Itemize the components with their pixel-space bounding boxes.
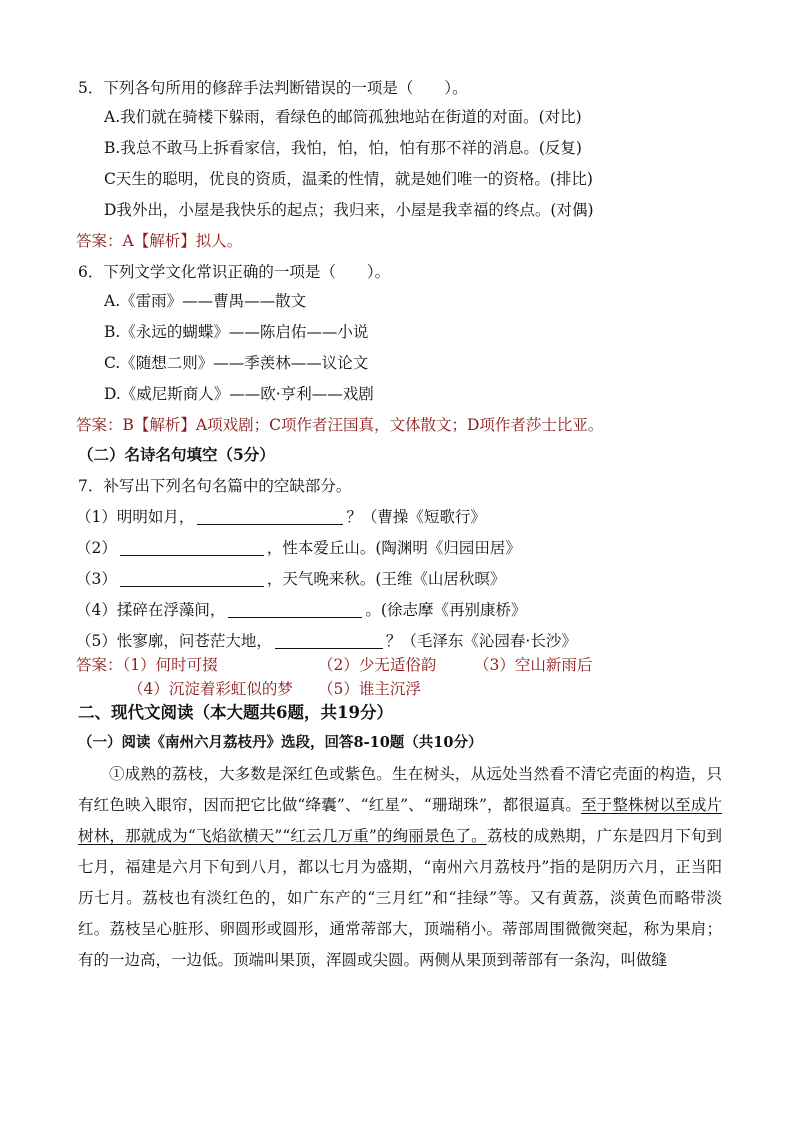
- passage-text-1: ①成熟的荔枝，大多数是深红色或紫色。生在树头，从远处当然看不清它壳面的构造，只有红色映入眼帘，因而把它比做“绛囊”、“红星”、“珊瑚珠”，都很逼真。: [78, 765, 722, 814]
- q7-item-1-num: （1）: [76, 508, 117, 526]
- q7-item-5-after: ？（毛泽东《沁园春·长沙》: [385, 632, 577, 650]
- q7-item-2-num: （2）: [76, 539, 117, 557]
- passage-text-2: 荔枝的成熟期，广东是四月下旬到七月，福建是六月下旬到八月，都以七月为盛期，“南州六月荔枝丹”指的是阴历六月，正当阳历七月。荔枝也有淡红色的，如广东产的“三月红”和“挂绿”等。又有黄荔，淡黄色而略带淡红。荔枝呈心脏形、卵圆形或圆形，通常蒂部大，顶端稍小。蒂部周围微微突起，称为果肩；有的一边高，一边低。顶端叫果顶，浑圆或尖圆。两侧从果顶到蒂部有一条沟，叫做缝: [78, 827, 722, 969]
- q7-blank-4[interactable]: [228, 601, 362, 618]
- q6-option-c: C.《随想二则》——季羡林——议论文: [104, 354, 369, 372]
- q7-blank-3[interactable]: [120, 570, 264, 587]
- q6-option-b: B.《永远的蝴蝶》——陈启佑——小说: [104, 323, 369, 341]
- q7-item-4-before: 揉碎在浮藻间，: [116, 601, 226, 619]
- q7-answer-5: （5）谁主沉浮: [318, 680, 421, 698]
- q7-item-5: [76, 630, 577, 652]
- q7-blank-5[interactable]: [275, 632, 383, 649]
- q7-item-3: [76, 568, 505, 590]
- passage-underlined-sentence: 至于整株树以至成片树林，那就成为“飞焰欲横天”“红云几万重”的绚丽景色了。: [78, 796, 722, 845]
- q7-blank-1[interactable]: [197, 508, 343, 525]
- q7-answer-3: （3）空山新雨后: [474, 656, 593, 674]
- q7-stem: 7．补写出下列名句名篇中的空缺部分。: [78, 477, 352, 495]
- reading1-heading: （一）阅读《南州六月荔枝丹》选段，回答8-10题（共10分）: [78, 734, 483, 751]
- q7-item-3-num: （3）: [76, 570, 117, 588]
- section-poetry-heading: （二）名诗名句填空（5分）: [78, 445, 275, 464]
- q7-item-2: [76, 537, 521, 559]
- q7-item-1-after: ？（曹操《短歌行》: [346, 508, 486, 526]
- q5-option-d: D我外出，小屋是我快乐的起点；我归来，小屋是我幸福的终点。(对偶): [104, 201, 594, 219]
- q5-option-b: B.我总不敢马上拆看家信，我怕，怕，怕，怕有那不祥的消息。(反复): [104, 139, 582, 157]
- q6-answer: 答案：B【解析】A项戏剧；C项作者汪国真，文体散文；D项作者莎士比亚。: [76, 416, 604, 434]
- q7-item-5-before: 怅寥廓，问苍茫大地，: [116, 632, 272, 650]
- q7-answer-4: （4）沉淀着彩虹似的梦: [128, 680, 293, 698]
- part2-heading: 二、现代文阅读（本大题共6题，共19分）: [78, 703, 393, 722]
- q7-item-1-before: 明明如月，: [116, 508, 195, 526]
- q7-item-4: [76, 599, 526, 621]
- q7-item-3-after: ，天气晚来秋。(王维《山居秋暝》: [266, 570, 506, 588]
- q7-answer-1: 答案：（1）何时可掇: [76, 656, 218, 674]
- q7-blank-2[interactable]: [120, 539, 264, 556]
- q5-option-a: A.我们就在骑楼下躲雨，看绿色的邮筒孤独地站在街道的对面。(对比): [104, 108, 582, 126]
- q7-item-1: [76, 506, 486, 528]
- q7-answer-2: （2）少无适俗韵: [318, 656, 437, 674]
- passage-paragraph: [78, 759, 722, 976]
- q7-item-4-after: 。(徐志摩《再别康桥》: [365, 601, 527, 619]
- q7-item-4-num: （4）: [76, 601, 117, 619]
- q5-stem: 5．下列各句所用的修辞手法判断错误的一项是（ ）。: [78, 79, 468, 97]
- q5-answer: 答案：A【解析】拟人。: [76, 232, 243, 250]
- q6-stem: 6．下列文学文化常识正确的一项是（ ）。: [78, 263, 391, 281]
- q7-item-5-num: （5）: [76, 632, 117, 650]
- q6-option-d: D.《威尼斯商人》——欧·亨利——戏剧: [104, 385, 374, 403]
- q5-option-c: C天生的聪明，优良的资质，温柔的性情，就是她们唯一的资格。(排比): [104, 170, 593, 188]
- q7-item-2-after: ，性本爱丘山。(陶渊明《归园田居》: [266, 539, 521, 557]
- q6-option-a: A.《雷雨》——曹禺——散文: [104, 292, 307, 310]
